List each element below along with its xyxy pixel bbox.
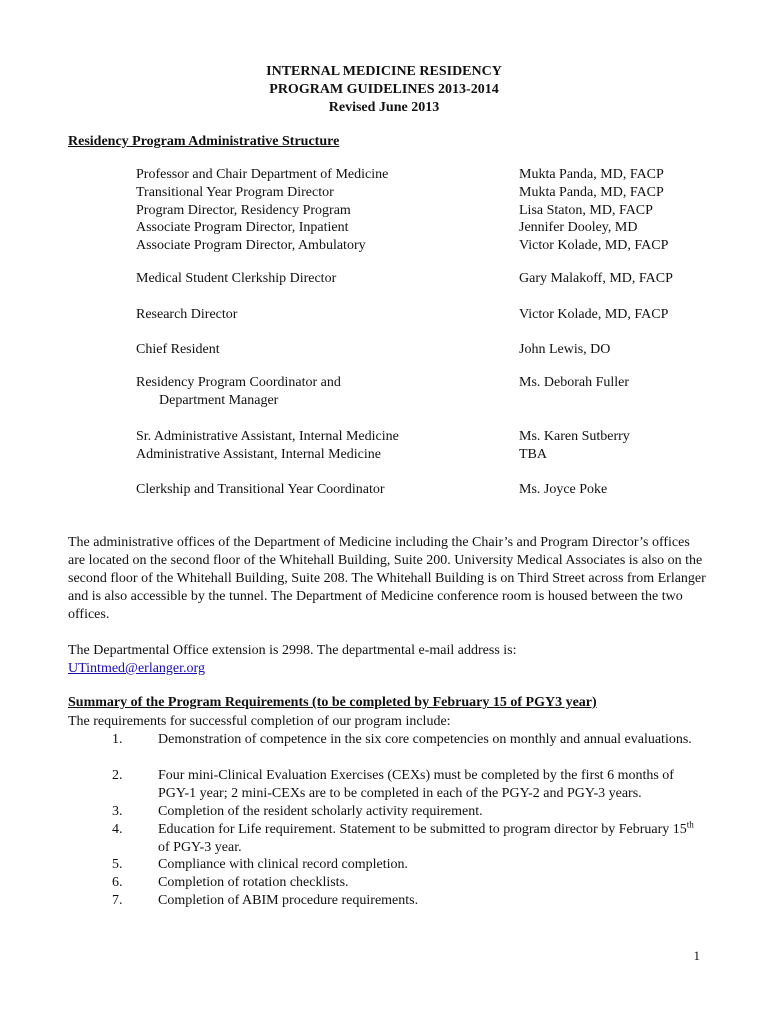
staff-name: Ms. Karen Sutberry (519, 429, 630, 444)
staff-role: Associate Program Director, Inpatient (136, 220, 349, 235)
doc-title-line-1: INTERNAL MEDICINE RESIDENCY (266, 64, 502, 79)
doc-title-line-2: PROGRAM GUIDELINES 2013-2014 (269, 82, 499, 97)
staff-role: Chief Resident (136, 342, 220, 357)
staff-row (0, 306, 768, 324)
contact-text: The Departmental Office extension is 2998. The departmental e-mail address is: (68, 643, 517, 658)
staff-name: TBA (519, 447, 547, 462)
staff-row (0, 166, 768, 184)
staff-role: Residency Program Coordinator and (136, 375, 341, 390)
list-text-tail: of PGY-3 year. (158, 839, 242, 855)
staff-name: Ms. Joyce Poke (519, 482, 608, 497)
staff-role: Associate Program Director, Ambulatory (136, 238, 366, 253)
staff-name: Jennifer Dooley, MD (519, 220, 638, 235)
staff-name: Victor Kolade, MD, FACP (519, 238, 669, 253)
page-number: 1 (693, 948, 700, 963)
staff-name: John Lewis, DO (519, 342, 611, 357)
staff-name: Mukta Panda, MD, FACP (519, 185, 664, 200)
list-number: 2. (112, 768, 123, 783)
list-text: Demonstration of competence in the six core competencies on monthly and annual evaluations. (158, 732, 692, 747)
staff-role: Medical Student Clerkship Director (136, 271, 337, 286)
list-text (158, 821, 703, 856)
staff-row (0, 270, 768, 288)
staff-role: Research Director (136, 307, 238, 322)
list-text: Completion of ABIM procedure requirements. (158, 893, 419, 908)
staff-name: Mukta Panda, MD, FACP (519, 167, 664, 182)
list-number: 6. (112, 875, 123, 890)
staff-name: Victor Kolade, MD, FACP (519, 307, 669, 322)
staff-row (0, 184, 768, 202)
staff-row (0, 374, 768, 392)
offices-paragraph: The administrative offices of the Department of Medicine including the Chair’s and Program Director’s offices are located on the second floor of the Whitehall Building, Suite 200. University Medical Associates is also on the second floor of the Whitehall Building, Suite 208. The Whitehall Building is on Third Street across from Erlanger and is also accessible by the tunnel. The Department of Medicine conference room is housed between the two offices. (68, 535, 706, 622)
staff-row (0, 446, 768, 464)
staff-row (0, 237, 768, 255)
staff-name: Lisa Staton, MD, FACP (519, 203, 653, 218)
staff-role: Administrative Assistant, Internal Medicine (136, 447, 381, 462)
section-heading-structure: Residency Program Administrative Structure (68, 134, 340, 149)
list-text: Completion of rotation checklists. (158, 875, 349, 890)
list-text: Four mini-Clinical Evaluation Exercises (CEXs) must be completed by the first 6 months of PGY-1 year; 2 mini-CEXs are to be completed in each of the PGY-2 and PGY-3 years. (158, 768, 674, 801)
superscript: th (686, 819, 694, 830)
staff-row (0, 392, 768, 410)
contact-paragraph (68, 642, 708, 678)
doc-title-revised: Revised June 2013 (328, 100, 440, 115)
staff-role: Transitional Year Program Director (136, 185, 334, 200)
list-number: 1. (112, 732, 123, 747)
staff-row (0, 202, 768, 220)
list-number: 4. (112, 822, 123, 837)
list-text: Compliance with clinical record completion. (158, 857, 408, 872)
staff-role: Sr. Administrative Assistant, Internal Medicine (136, 429, 399, 444)
staff-role: Clerkship and Transitional Year Coordinator (136, 482, 385, 497)
staff-row (0, 341, 768, 359)
list-number: 3. (112, 804, 123, 819)
section-heading-requirements: Summary of the Program Requirements (to be completed by February 15 of PGY3 year) (68, 695, 597, 710)
staff-row (0, 219, 768, 237)
staff-row (0, 428, 768, 446)
list-text: Completion of the resident scholarly activity requirement. (158, 804, 483, 819)
staff-name: Ms. Deborah Fuller (519, 375, 630, 390)
staff-role: Program Director, Residency Program (136, 203, 351, 218)
requirements-intro: The requirements for successful completion of our program include: (68, 714, 451, 729)
staff-row (0, 481, 768, 499)
staff-name: Gary Malakoff, MD, FACP (519, 271, 673, 286)
staff-role: Professor and Chair Department of Medicine (136, 167, 389, 182)
list-text-main: Education for Life requirement. Statement to be submitted to program director by February 15 (158, 822, 687, 837)
email-link[interactable]: UTintmed@erlanger.org (68, 661, 205, 676)
list-number: 5. (112, 857, 123, 872)
list-number: 7. (112, 893, 123, 908)
staff-role-continued: Department Manager (159, 393, 279, 408)
